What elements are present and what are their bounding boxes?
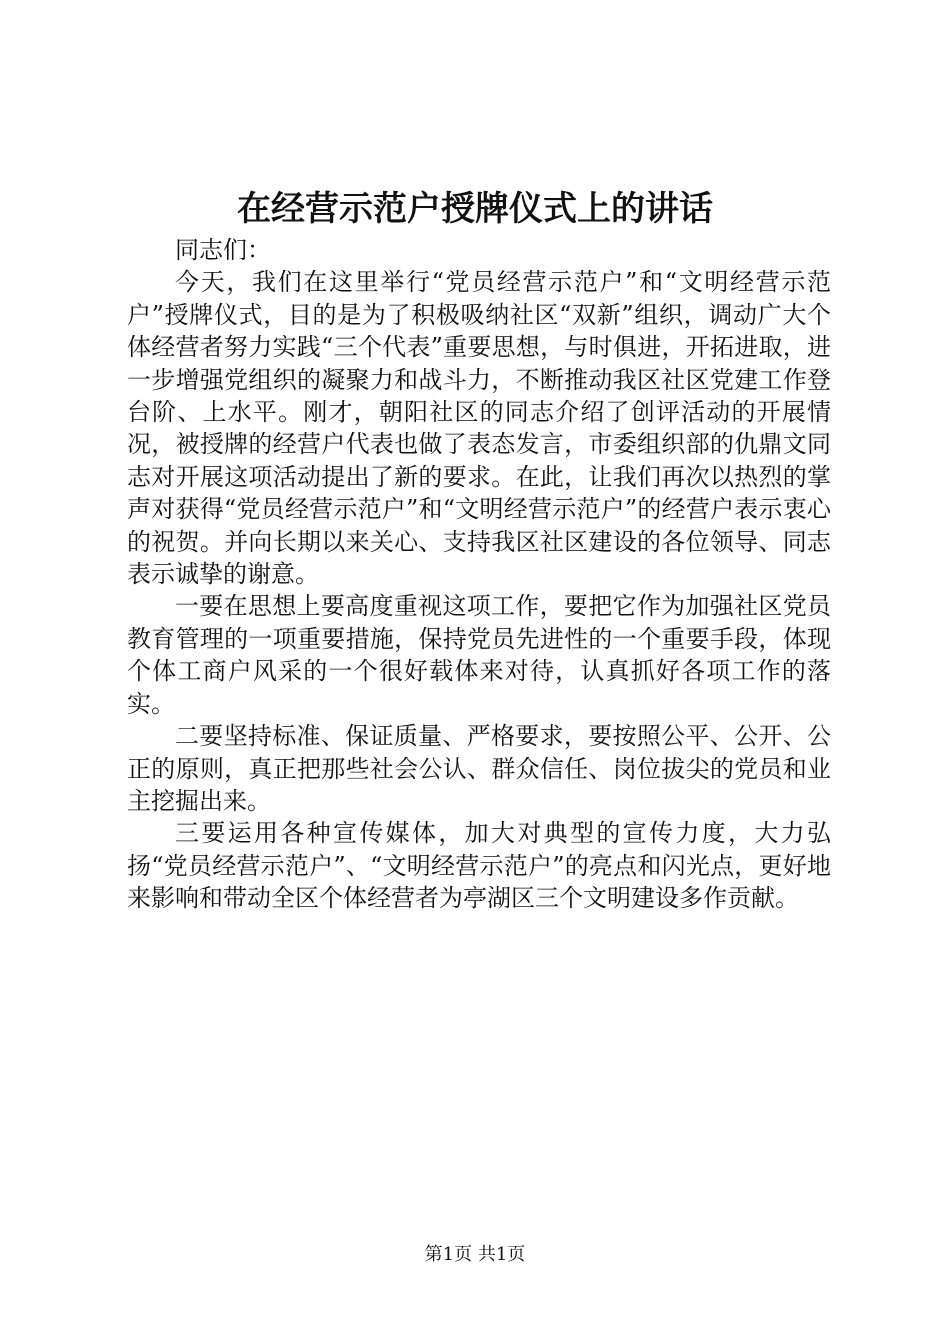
point-two-paragraph: 二要坚持标准、保证质量、严格要求，要按照公平、公开、公正的原则，真正把那些社会公认、群众信任、岗位拔尖的党员和业主挖掘出来。 bbox=[127, 722, 831, 815]
intro-paragraph: 今天，我们在这里举行“党员经营示范户”和“文明经营示范户”授牌仪式，目的是为了积极吸纳社区“双新”组织，调动广大个体经营者努力实践“三个代表”重要思想，与时俱进，开拓进取，进一步增强党组织的凝聚力和战斗力，不断推动我区社区党建工作登台阶、上水平。刚才，朝阳社区的同志介绍了创评活动的开展情况，被授牌的经营户代表也做了表态发言，市委组织部的仇鼎文同志对开展这项活动提出了新的要求。在此，让我们再次以热烈的掌声对获得“党员经营示范户”和“文明经营示范户”的经营户表示衷心的祝贺。并向长期以来关心、支持我区社区建设的各位领导、同志表示诚挚的谢意。 bbox=[127, 268, 831, 589]
page-number-footer: 第1页 共1页 bbox=[424, 1244, 526, 1265]
document-body bbox=[127, 234, 831, 915]
point-three-paragraph: 三要运用各种宣传媒体，加大对典型的宣传力度，大力弘扬“党员经营示范户”、“文明经营示范户”的亮点和闪光点，更好地来影响和带动全区个体经营者为亭湖区三个文明建设多作贡献。 bbox=[127, 819, 831, 913]
salutation-paragraph: 同志们： bbox=[175, 236, 271, 264]
document-title: 在经营示范户授牌仪式上的讲话 bbox=[237, 189, 713, 229]
point-one-paragraph: 一要在思想上要高度重视这项工作，要把它作为加强社区党员教育管理的一项重要措施，保持党员先进性的一个重要手段，体现个体工商户风采的一个很好载体来对待，认真抓好各项工作的落实。 bbox=[127, 592, 831, 718]
